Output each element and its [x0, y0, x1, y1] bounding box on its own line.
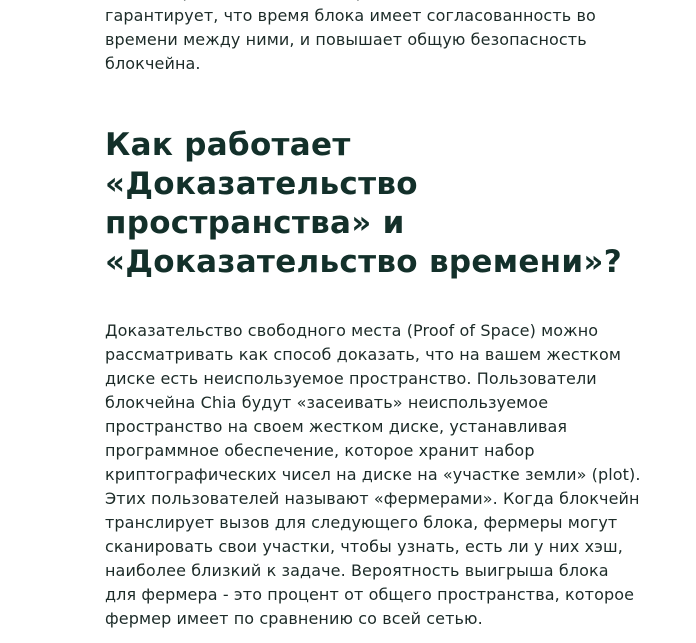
- article-content: [105, 0, 650, 631]
- body-paragraph: Доказательство свободного места (Proof of Space) можно рассматривать как способ доказать, что на вашем жестком диске есть неиспользуемое пространство. Пользователи блокчейна Chia будут «засеивать» неиспользуемое пространство на своем жестком диске, устанавливая программное обеспечение, которое хранит набор криптографических чисел на диске на «участке земли» (plot). Этих пользователей называют «фермерами». Когда блокчейн транслирует вызов для следующего блока, фермеры могут сканировать свои участки, чтобы узнать, есть ли у них хэш, наиболее близкий к задаче. Вероятность выигрыша блока для фермера - это процент от общего пространства, которое фермер имеет по сравнению со всей сетью.: [105, 321, 641, 628]
- section-heading: Как работает «Доказательство пространства» и «Доказательство времени»?: [105, 127, 623, 280]
- intro-paragraph: гарантирует, что время блока имеет согласованность во времени между ними, и повышает общую безопасность блокчейна.: [105, 6, 596, 73]
